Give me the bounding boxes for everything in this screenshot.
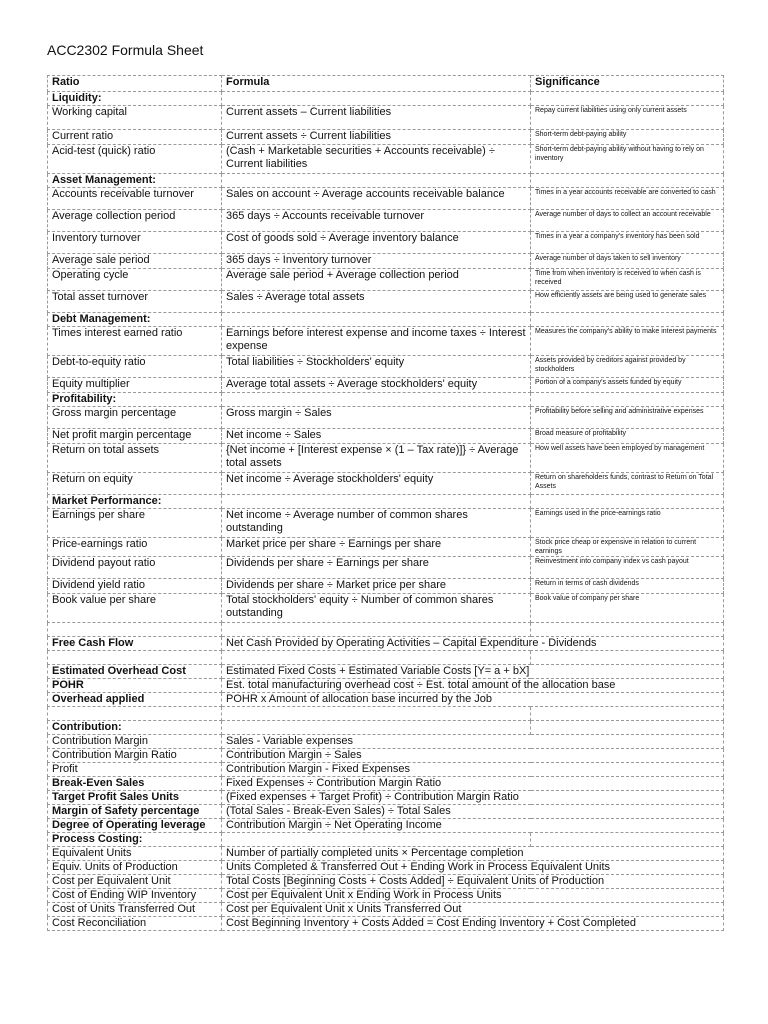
row-significance: Repay current liabilities using only current assets bbox=[531, 106, 724, 130]
row-formula: (Fixed expenses + Target Profit) ÷ Contribution Margin Ratio bbox=[222, 791, 724, 805]
row-formula: Estimated Fixed Costs + Estimated Variable Costs [Y= a + bX] bbox=[222, 665, 724, 679]
row-formula: (Cash + Marketable securities + Accounts receivable) ÷ Current liabilities bbox=[222, 145, 531, 174]
row-label: Cost of Units Transferred Out bbox=[48, 903, 222, 917]
row-label: Equiv. Units of Production bbox=[48, 861, 222, 875]
table-row bbox=[48, 356, 724, 378]
table-row bbox=[48, 693, 724, 707]
row-formula: Fixed Expenses ÷ Contribution Margin Ratio bbox=[222, 777, 724, 791]
section-label: Debt Management: bbox=[48, 313, 222, 327]
table-row bbox=[48, 130, 724, 145]
row-label: Estimated Overhead Cost bbox=[48, 665, 222, 679]
empty-cell bbox=[222, 651, 531, 665]
empty-cell bbox=[222, 174, 531, 188]
row-formula: Total Costs [Beginning Costs + Costs Added] ÷ Equivalent Units of Production bbox=[222, 875, 724, 889]
table-row bbox=[48, 254, 724, 269]
table-row bbox=[48, 791, 724, 805]
row-formula: Dividends per share ÷ Market price per share bbox=[222, 579, 531, 594]
spacer-row bbox=[48, 707, 724, 721]
section-label: Asset Management: bbox=[48, 174, 222, 188]
empty-cell bbox=[531, 393, 724, 407]
section-row bbox=[48, 721, 724, 735]
empty-cell bbox=[531, 313, 724, 327]
section-row bbox=[48, 174, 724, 188]
row-formula: Net Cash Provided by Operating Activities – Capital Expenditure - Dividends bbox=[222, 637, 724, 651]
row-label: POHR bbox=[48, 679, 222, 693]
row-formula: Net income ÷ Sales bbox=[222, 429, 531, 444]
table-row bbox=[48, 594, 724, 623]
row-formula: Units Completed & Transferred Out + Ending Work in Process Equivalent Units bbox=[222, 861, 724, 875]
row-significance: Measures the company's ability to make interest payments bbox=[531, 327, 724, 356]
empty-cell bbox=[222, 833, 531, 847]
row-formula: Cost of goods sold ÷ Average inventory balance bbox=[222, 232, 531, 254]
spacer-row bbox=[48, 623, 724, 637]
row-label: Accounts receivable turnover bbox=[48, 188, 222, 210]
row-label: Dividend yield ratio bbox=[48, 579, 222, 594]
row-formula: Total liabilities ÷ Stockholders' equity bbox=[222, 356, 531, 378]
row-label: Degree of Operating leverage bbox=[48, 819, 222, 833]
row-formula: Current assets ÷ Current liabilities bbox=[222, 130, 531, 145]
row-formula: (Total Sales - Break-Even Sales) ÷ Total Sales bbox=[222, 805, 724, 819]
row-significance: Times in a year accounts receivable are converted to cash bbox=[531, 188, 724, 210]
row-formula: Average total assets ÷ Average stockholders' equity bbox=[222, 378, 531, 393]
row-label: Return on total assets bbox=[48, 444, 222, 473]
empty-cell bbox=[48, 707, 222, 721]
row-label: Target Profit Sales Units bbox=[48, 791, 222, 805]
row-formula: Dividends per share ÷ Earnings per share bbox=[222, 557, 531, 579]
row-label: Debt-to-equity ratio bbox=[48, 356, 222, 378]
row-label: Profit bbox=[48, 763, 222, 777]
empty-cell bbox=[222, 721, 531, 735]
row-label: Cost Reconciliation bbox=[48, 917, 222, 931]
empty-cell bbox=[48, 623, 222, 637]
row-significance: How well assets have been employed by management bbox=[531, 444, 724, 473]
row-significance: Return on shareholders funds, contrast to Return on Total Assets bbox=[531, 473, 724, 495]
table-row bbox=[48, 327, 724, 356]
row-formula: Est. total manufacturing overhead cost ÷ Est. total amount of the allocation base bbox=[222, 679, 724, 693]
row-formula: POHR x Amount of allocation base incurred by the Job bbox=[222, 693, 724, 707]
section-row bbox=[48, 92, 724, 106]
row-formula: 365 days ÷ Accounts receivable turnover bbox=[222, 210, 531, 232]
column-header-formula: Formula bbox=[222, 76, 531, 92]
row-label: Free Cash Flow bbox=[48, 637, 222, 651]
row-significance: Profitability before selling and administrative expenses bbox=[531, 407, 724, 429]
row-formula: Net income ÷ Average stockholders' equity bbox=[222, 473, 531, 495]
empty-cell bbox=[531, 707, 724, 721]
row-formula: Market price per share ÷ Earnings per share bbox=[222, 538, 531, 557]
row-label: Net profit margin percentage bbox=[48, 429, 222, 444]
row-significance: Broad measure of profitability bbox=[531, 429, 724, 444]
empty-cell bbox=[222, 623, 531, 637]
table-row bbox=[48, 145, 724, 174]
column-header-ratio: Ratio bbox=[48, 76, 222, 92]
section-label: Contribution: bbox=[48, 721, 222, 735]
row-formula: Sales - Variable expenses bbox=[222, 735, 724, 749]
table-row bbox=[48, 106, 724, 130]
row-label: Cost per Equivalent Unit bbox=[48, 875, 222, 889]
row-formula: Current assets – Current liabilities bbox=[222, 106, 531, 130]
row-label: Gross margin percentage bbox=[48, 407, 222, 429]
empty-cell bbox=[531, 174, 724, 188]
table-row bbox=[48, 665, 724, 679]
row-significance: Short-term debt-paying ability without having to rely on inventory bbox=[531, 145, 724, 174]
table-row bbox=[48, 473, 724, 495]
row-significance: Times in a year a company's inventory has been sold bbox=[531, 232, 724, 254]
spacer-row bbox=[48, 651, 724, 665]
section-row bbox=[48, 393, 724, 407]
empty-cell bbox=[222, 495, 531, 509]
empty-cell bbox=[48, 651, 222, 665]
row-formula: Cost per Equivalent Unit x Ending Work in Process Units bbox=[222, 889, 724, 903]
row-formula: Net income ÷ Average number of common shares outstanding bbox=[222, 509, 531, 538]
table-row bbox=[48, 637, 724, 651]
empty-cell bbox=[531, 623, 724, 637]
table-row bbox=[48, 538, 724, 557]
row-formula: Contribution Margin - Fixed Expenses bbox=[222, 763, 724, 777]
table-row bbox=[48, 579, 724, 594]
row-label: Inventory turnover bbox=[48, 232, 222, 254]
table-row bbox=[48, 903, 724, 917]
row-formula: Cost Beginning Inventory + Costs Added = Cost Ending Inventory + Cost Completed bbox=[222, 917, 724, 931]
section-label: Profitability: bbox=[48, 393, 222, 407]
section-label: Liquidity: bbox=[48, 92, 222, 106]
row-label: Overhead applied bbox=[48, 693, 222, 707]
row-label: Equity multiplier bbox=[48, 378, 222, 393]
table-row bbox=[48, 917, 724, 931]
table-row bbox=[48, 875, 724, 889]
row-label: Contribution Margin bbox=[48, 735, 222, 749]
row-label: Average collection period bbox=[48, 210, 222, 232]
table-row bbox=[48, 805, 724, 819]
row-label: Average sale period bbox=[48, 254, 222, 269]
table-row bbox=[48, 861, 724, 875]
table-row bbox=[48, 210, 724, 232]
row-formula: Cost per Equivalent Unit x Units Transferred Out bbox=[222, 903, 724, 917]
formula-table bbox=[47, 75, 724, 931]
row-formula: Number of partially completed units × Percentage completion bbox=[222, 847, 724, 861]
table-row bbox=[48, 444, 724, 473]
table-row bbox=[48, 889, 724, 903]
empty-cell bbox=[222, 313, 531, 327]
row-significance: How efficiently assets are being used to generate sales bbox=[531, 291, 724, 313]
row-formula: Sales on account ÷ Average accounts receivable balance bbox=[222, 188, 531, 210]
table-row bbox=[48, 232, 724, 254]
section-row bbox=[48, 495, 724, 509]
row-label: Margin of Safety percentage bbox=[48, 805, 222, 819]
row-label: Price-earnings ratio bbox=[48, 538, 222, 557]
empty-cell bbox=[531, 721, 724, 735]
table-row bbox=[48, 429, 724, 444]
row-significance: Stock price cheap or expensive in relation to current earnings bbox=[531, 538, 724, 557]
row-significance: Return in terms of cash dividends bbox=[531, 579, 724, 594]
section-label: Process Costing: bbox=[48, 833, 222, 847]
table-row bbox=[48, 777, 724, 791]
row-label: Times interest earned ratio bbox=[48, 327, 222, 356]
row-significance: Average number of days taken to sell inventory bbox=[531, 254, 724, 269]
table-row bbox=[48, 407, 724, 429]
row-label: Working capital bbox=[48, 106, 222, 130]
row-formula: Sales ÷ Average total assets bbox=[222, 291, 531, 313]
table-row bbox=[48, 188, 724, 210]
row-significance: Short-term debt-paying ability bbox=[531, 130, 724, 145]
row-formula: Contribution Margin ÷ Sales bbox=[222, 749, 724, 763]
row-label: Cost of Ending WIP Inventory bbox=[48, 889, 222, 903]
row-significance: Portion of a company's assets funded by equity bbox=[531, 378, 724, 393]
row-significance: Earnings used in the price-earnings ratio bbox=[531, 509, 724, 538]
row-formula: Average sale period + Average collection period bbox=[222, 269, 531, 291]
row-label: Earnings per share bbox=[48, 509, 222, 538]
row-label: Operating cycle bbox=[48, 269, 222, 291]
table-row bbox=[48, 679, 724, 693]
table-row bbox=[48, 378, 724, 393]
row-significance: Book value of company per share bbox=[531, 594, 724, 623]
row-label: Current ratio bbox=[48, 130, 222, 145]
row-significance: Reinvestment into company index vs cash payout bbox=[531, 557, 724, 579]
table-header-row bbox=[48, 76, 724, 92]
table-row bbox=[48, 557, 724, 579]
table-row bbox=[48, 847, 724, 861]
empty-cell bbox=[531, 92, 724, 106]
row-significance: Time from when inventory is received to when cash is received bbox=[531, 269, 724, 291]
table-row bbox=[48, 269, 724, 291]
section-row bbox=[48, 833, 724, 847]
column-header-significance: Significance bbox=[531, 76, 724, 92]
empty-cell bbox=[222, 393, 531, 407]
row-label: Break-Even Sales bbox=[48, 777, 222, 791]
row-label: Return on equity bbox=[48, 473, 222, 495]
row-label: Contribution Margin Ratio bbox=[48, 749, 222, 763]
table-row bbox=[48, 509, 724, 538]
row-formula: 365 days ÷ Inventory turnover bbox=[222, 254, 531, 269]
table-row bbox=[48, 763, 724, 777]
row-formula: {Net income + [Interest expense × (1 – Tax rate)]} ÷ Average total assets bbox=[222, 444, 531, 473]
row-label: Acid-test (quick) ratio bbox=[48, 145, 222, 174]
row-formula: Total stockholders' equity ÷ Number of common shares outstanding bbox=[222, 594, 531, 623]
page-title: ACC2302 Formula Sheet bbox=[47, 42, 204, 58]
table-row bbox=[48, 735, 724, 749]
formula-table-body bbox=[48, 92, 724, 931]
row-formula: Contribution Margin ÷ Net Operating Income bbox=[222, 819, 724, 833]
row-significance: Assets provided by creditors against provided by stockholders bbox=[531, 356, 724, 378]
row-formula: Gross margin ÷ Sales bbox=[222, 407, 531, 429]
empty-cell bbox=[222, 92, 531, 106]
empty-cell bbox=[222, 707, 531, 721]
empty-cell bbox=[531, 833, 724, 847]
row-label: Book value per share bbox=[48, 594, 222, 623]
section-row bbox=[48, 313, 724, 327]
row-label: Total asset turnover bbox=[48, 291, 222, 313]
row-significance: Average number of days to collect an account receivable bbox=[531, 210, 724, 232]
table-row bbox=[48, 749, 724, 763]
empty-cell bbox=[531, 651, 724, 665]
table-row bbox=[48, 291, 724, 313]
row-label: Equivalent Units bbox=[48, 847, 222, 861]
section-label: Market Performance: bbox=[48, 495, 222, 509]
row-label: Dividend payout ratio bbox=[48, 557, 222, 579]
empty-cell bbox=[531, 495, 724, 509]
row-formula: Earnings before interest expense and income taxes ÷ Interest expense bbox=[222, 327, 531, 356]
table-row bbox=[48, 819, 724, 833]
